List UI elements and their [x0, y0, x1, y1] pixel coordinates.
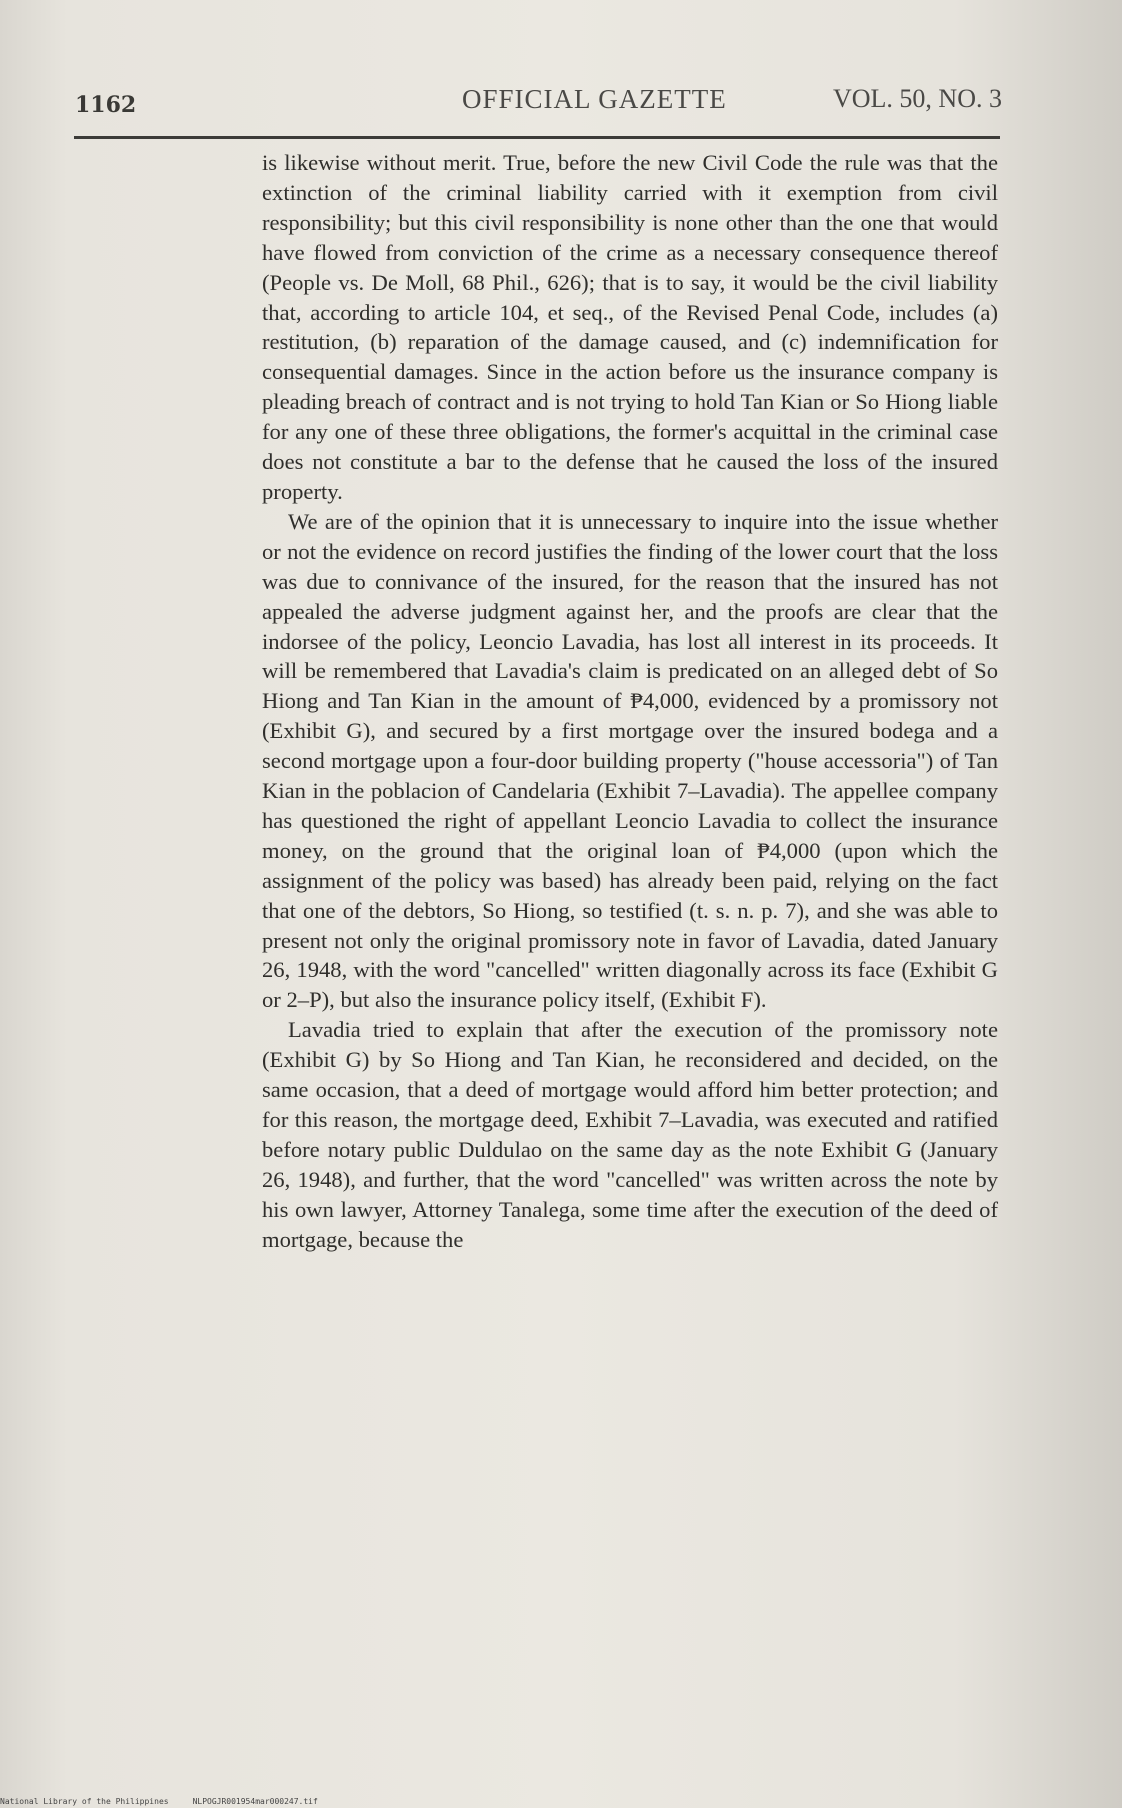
paragraph-1: is likewise without merit. True, before the new Civil Code the rule was that the extinction of the criminal liability carried with it exemption from civil responsibility; but this civil responsibility is none other than the one that would have flowed from conviction of the crime as a necessary consequence thereof (People vs. De Moll, 68 Phil., 626); that is to say, it would be the civil liability that, according to article 104, et seq., of the Revised Penal Code, includes (a) restitution, (b) reparation of the damage caused, and (c) indemnification for consequential damages. Since in the action before us the insurance company is pleading breach of contract and is not trying to hold Tan Kian or So Hiong liable for any one of these three obligations, the former's acquittal in the criminal case does not constitute a bar to the defense that he caused the loss of the insured property.	[262, 150, 998, 504]
header-rule	[74, 136, 1000, 139]
footer-file: NLPOGJR001954mar000247.tif	[192, 1797, 318, 1806]
page-number: 1162	[75, 92, 137, 118]
volume-number: VOL. 50, NO. 3	[833, 84, 1002, 113]
scan-footer	[0, 1797, 342, 1806]
body-text	[262, 148, 998, 1255]
page-header	[72, 84, 1002, 124]
footer-source: National Library of the Philippines	[0, 1797, 169, 1806]
paragraph-2: We are of the opinion that it is unnecessary to inquire into the issue whether or not the evidence on record justifies the finding of the lower court that the loss was due to connivance of the insured, for the reason that the insured has not appealed the adverse judgment against her, and the proofs are clear that the indorsee of the policy, Leoncio Lavadia, has lost all interest in its proceeds. It will be remembered that Lavadia's claim is predicated on an alleged debt of So Hiong and Tan Kian in the amount of ₱4,000, evidenced by a promissory not (Exhibit G), and secured by a first mortgage over the insured bodega and a second mortgage upon a four-door building property ("house accessoria") of Tan Kian in the poblacion of Candelaria (Exhibit 7–Lavadia). The appellee company has questioned the right of appellant Leoncio Lavadia to collect the insurance money, on the ground that the original loan of ₱4,000 (upon which the assignment of the policy was based) has already been paid, relying on the fact that one of the debtors, So Hiong, so testified (t. s. n. p. 7), and she was able to present not only the original promissory note in favor of Lavadia, dated January 26, 1948, with the word "cancelled" written diagonally across its face (Exhibit G or 2–P), but also the insurance policy itself, (Exhibit F).	[262, 508, 998, 1013]
publication-title: OFFICIAL GAZETTE	[462, 84, 727, 114]
paragraph-3: Lavadia tried to explain that after the execution of the promissory note (Exhibit G) by So Hiong and Tan Kian, he reconsidered and decided, on the same occasion, that a deed of mortgage would afford him better protection; and for this reason, the mortgage deed, Exhibit 7–Lavadia, was executed and ratified before notary public Duldulao on the same day as the note Exhibit G (January 26, 1948), and further, that the word "cancelled" was written across the note by his own lawyer, Attorney Tanalega, some time after the execution of the deed of mortgage, because the	[262, 1017, 998, 1252]
